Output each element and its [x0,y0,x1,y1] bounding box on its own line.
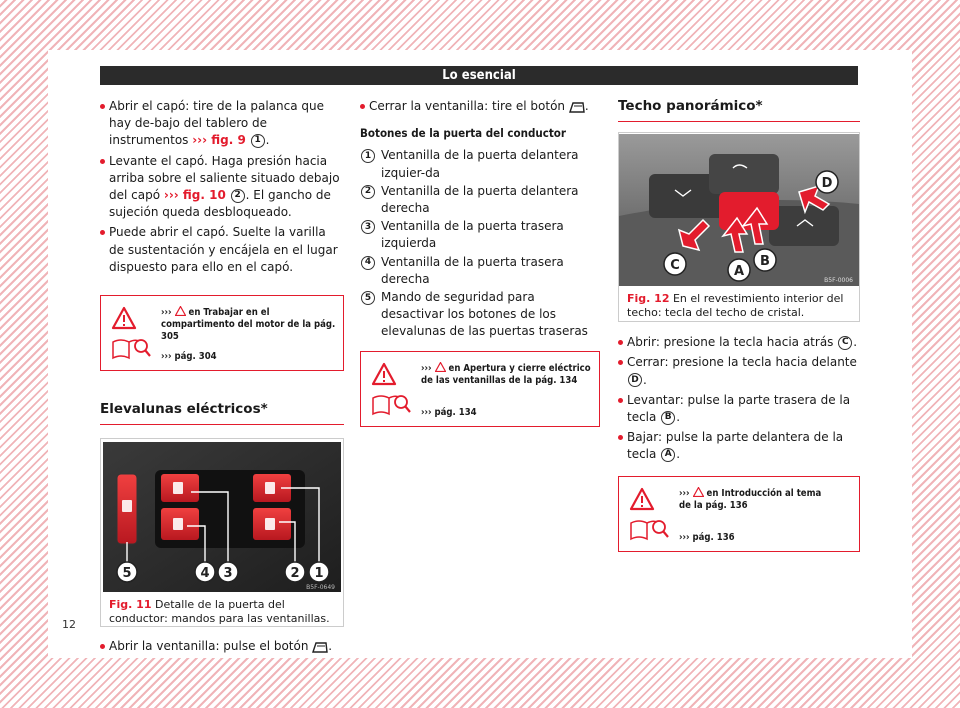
bullet-hood-rod: Puede abrir el capó. Suelte la varilla de sustentación y encájela en el lugar dispuesto para ello en el capó. [100,224,344,276]
list-item: Bajar: pulse la parte delantera de la tecla A . [618,429,860,463]
list-item: Cerrar: presione la tecla hacia delante D . [618,354,860,388]
bullet-lift-hood: Levante el capó. Haga presión hacia arriba sobre el saliente situado debajo del capó ››› fig. 10 2 . El gancho de sujeción queda desbloqueado. [100,153,344,222]
warning-link[interactable]: en Trabajar en el compartimento del motor de la pág. 305 [161,307,336,343]
list-item: 4 Ventanilla de la puerta trasera derecha [360,254,600,288]
fig-10-link[interactable]: ››› fig. 10 [163,188,226,203]
button-list [360,147,600,340]
page-link[interactable]: ››› pág. 304 [161,351,217,363]
small-warning-icon [693,487,704,497]
callout-1: 1 [314,566,324,582]
fig-9-link[interactable]: ››› fig. 9 [192,133,246,148]
page-header: Lo esencial [100,66,858,85]
manual-book-icon [371,392,411,418]
bullet-open-hood: Abrir el capó: tire de la palanca que hay de-bajo del tablero de instrumentos ››› fig. 9 1 . [100,98,344,150]
figure-code: B5F-0649 [306,584,335,592]
callout-badge: 1 [251,134,265,148]
figure-caption: Fig. 11 Detalle de la puerta del conductor: mandos para las ventanillas. [109,598,330,626]
small-warning-icon [435,362,446,372]
callout-badge: 2 [231,189,245,203]
small-warning-icon [175,306,186,316]
figure-code: B5F-0006 [824,277,853,285]
page-number: 12 [62,618,76,631]
warning-box: ››› en Trabajar en el compartimento del motor de la pág. 305 ››› pág. 304 [100,295,344,371]
subheading: Botones de la puerta del conductor [360,126,567,141]
column-1 [100,98,344,655]
sunroof-control-image [619,134,859,286]
section-heading: Techo panorámico* [618,98,860,122]
list-item: Levantar: pulse la parte trasera de la tecla B . [618,392,860,426]
page-link[interactable]: ››› pág. 134 [421,406,477,418]
manual-book-icon [629,517,669,543]
list-item: Abrir: presione la tecla hacia atrás C . [618,334,860,351]
window-button-icon [569,101,585,113]
window-button-icon [312,641,328,653]
page-link[interactable]: ››› pág. 136 [679,531,735,543]
column-3 [618,98,860,552]
callout-B: B [760,254,770,270]
callout-4: 4 [200,566,210,582]
callout-C: C [670,258,680,274]
callout-2: 2 [290,566,300,582]
callout-A: A [733,264,745,280]
manual-book-icon [111,336,151,362]
list-item: 2 Ventanilla de la puerta delantera derecha [360,183,600,217]
callout-D: D [821,176,833,192]
list-item: 5 Mando de seguridad para desactivar los botones de los elevalunas de las puertas traseras [360,289,600,341]
section-heading: Elevalunas eléctricos* [100,401,344,425]
warning-triangle-icon [371,362,397,386]
list-item: 1 Ventanilla de la puerta delantera izquier-da [360,147,600,181]
figure-11 [100,438,344,627]
sunroof-bullets [618,334,860,463]
column-2 [360,98,600,427]
bullet-close-window: Cerrar la ventanilla: tire el botón . [360,98,600,115]
warning-triangle-icon [629,487,655,511]
warning-link[interactable]: en Introducción al tema de la pág. 136 [679,487,822,511]
figure-12 [618,132,860,322]
warning-box: ››› en Introducción al tema de la pág. 136 ››› pág. 136 [618,476,860,552]
callout-3: 3 [223,566,233,582]
callout-5: 5 [122,566,132,582]
bullet-open-window: Abrir la ventanilla: pulse el botón . [100,638,344,655]
warning-link[interactable]: en Apertura y cierre eléctrico de las ventanillas de la pág. 134 [421,362,591,386]
list-item: 3 Ventanilla de la puerta trasera izquierda [360,218,600,252]
window-controls-image [103,442,341,592]
warning-triangle-icon [111,306,137,330]
figure-caption: Fig. 12 En el revestimiento interior del techo: tecla del techo de cristal. [627,292,844,320]
warning-box: ››› en Apertura y cierre eléctrico de las ventanillas de la pág. 134 ››› pág. 134 [360,351,600,427]
